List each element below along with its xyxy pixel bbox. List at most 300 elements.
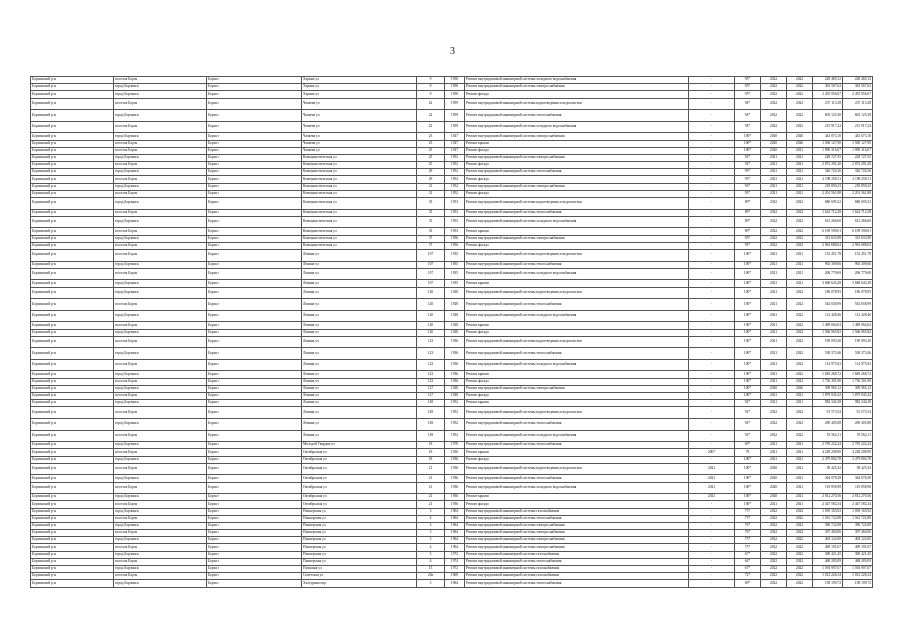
house-number-cell: 23 bbox=[417, 133, 445, 140]
start-year-cell: 2021 bbox=[761, 183, 787, 190]
district-cell: Борзинский р-н bbox=[31, 209, 114, 216]
street-cell: Чапаева ул bbox=[302, 147, 417, 154]
cost-cell: 119 858,98 bbox=[813, 482, 843, 494]
locality-cell: Борзя г bbox=[207, 147, 302, 154]
total-cost-cell: 218 859,23 bbox=[843, 183, 873, 190]
build-year-cell: 1969 bbox=[445, 573, 465, 580]
build-year-cell: 1964 bbox=[445, 515, 465, 522]
locality-cell: Борзя г bbox=[207, 359, 302, 371]
settlement-cell: поселок Борзя bbox=[114, 299, 207, 311]
wear-percent-cell: 89* bbox=[735, 228, 761, 235]
end-year-cell: 2021 bbox=[787, 268, 813, 280]
locality-cell: Борзя г bbox=[207, 310, 302, 322]
start-year-cell: 2021 bbox=[761, 442, 787, 449]
last-repair-year-cell: 2021 bbox=[689, 475, 735, 482]
total-cost-cell: 363 567,62 bbox=[843, 84, 873, 91]
cost-cell: 1 561 722,88 bbox=[813, 515, 843, 522]
table-row bbox=[31, 359, 873, 371]
table-row bbox=[31, 169, 873, 176]
start-year-cell: 2022 bbox=[761, 84, 787, 91]
settlement-cell: поселок Борзя bbox=[114, 501, 207, 508]
last-repair-year-cell: - bbox=[689, 190, 735, 197]
end-year-cell: 2021 bbox=[787, 456, 813, 463]
last-repair-year-cell: - bbox=[689, 400, 735, 407]
cost-cell: 206 779,69 bbox=[813, 268, 843, 280]
street-cell: Ленина ул bbox=[302, 336, 417, 348]
start-year-cell: 2020 bbox=[761, 140, 787, 147]
build-year-cell: 1935 bbox=[445, 261, 465, 268]
locality-cell: Борзя г bbox=[207, 558, 302, 565]
house-number-cell: 20а bbox=[417, 573, 445, 580]
total-cost-cell: 396 722,08 bbox=[843, 522, 873, 529]
wear-percent-cell: 100* bbox=[735, 475, 761, 482]
district-cell: Борзинский р-н bbox=[31, 310, 114, 322]
district-cell: Борзинский р-н bbox=[31, 544, 114, 551]
table-row bbox=[31, 280, 873, 287]
work-type-cell: Ремонт крыши bbox=[465, 449, 689, 456]
table-row bbox=[31, 198, 873, 210]
build-year-cell: 1958 bbox=[445, 84, 465, 91]
total-cost-cell: 468 283,09 bbox=[843, 558, 873, 565]
last-repair-year-cell: - bbox=[689, 287, 735, 299]
district-cell: Борзинский р-н bbox=[31, 140, 114, 147]
end-year-cell: 2022 bbox=[787, 558, 813, 565]
total-cost-cell: 680 695,52 bbox=[843, 198, 873, 210]
build-year-cell: 1928 bbox=[445, 287, 465, 299]
total-cost-cell: 3 668 643,28 bbox=[843, 280, 873, 287]
start-year-cell: 2020 bbox=[761, 385, 787, 392]
locality-cell: Борзя г bbox=[207, 140, 302, 147]
wear-percent-cell: 100* bbox=[735, 385, 761, 392]
end-year-cell: 2022 bbox=[787, 287, 813, 299]
wear-percent-cell: 100* bbox=[735, 261, 761, 268]
locality-cell: Борзя г bbox=[207, 183, 302, 190]
street-cell: Коммунистическая ул bbox=[302, 228, 417, 235]
table-row bbox=[31, 393, 873, 400]
street-cell: Пушкина ул bbox=[302, 566, 417, 573]
table-row bbox=[31, 400, 873, 407]
start-year-cell: 2022 bbox=[761, 91, 787, 98]
district-cell: Борзинский р-н bbox=[31, 515, 114, 522]
street-cell: Коммунистическая ул bbox=[302, 235, 417, 242]
work-type-cell: Ремонт внутридомовой инженерной системы теплоснабжения bbox=[465, 299, 689, 311]
work-type-cell: Ремонт внутридомовой инженерной системы водоотведения и водоочистки bbox=[465, 336, 689, 348]
work-type-cell: Ремонт внутридомовой инженерной системы теплоснабжения bbox=[465, 475, 689, 482]
table-row bbox=[31, 287, 873, 299]
locality-cell: Борзя г bbox=[207, 371, 302, 378]
wear-percent-cell: 89* bbox=[735, 198, 761, 210]
cost-cell: 2 198 258,11 bbox=[813, 176, 843, 183]
locality-cell: Борзя г bbox=[207, 176, 302, 183]
wear-percent-cell: 100* bbox=[735, 501, 761, 508]
end-year-cell: 2021 bbox=[787, 393, 813, 400]
build-year-cell: 1936 bbox=[445, 482, 465, 494]
start-year-cell: 2021 bbox=[761, 371, 787, 378]
table-row bbox=[31, 176, 873, 183]
locality-cell: Борзя г bbox=[207, 216, 302, 228]
settlement-cell: поселок Борзя bbox=[114, 482, 207, 494]
work-type-cell: Ремонт внутридомовой инженерной системы газоснабжения bbox=[465, 508, 689, 515]
house-number-cell: 3 bbox=[417, 530, 445, 537]
work-type-cell: Ремонт внутридомовой инженерной системы электроснабжения bbox=[465, 84, 689, 91]
cost-cell: 982 344,38 bbox=[813, 400, 843, 407]
wear-percent-cell: 100* bbox=[735, 359, 761, 371]
wear-percent-cell: 93* bbox=[735, 169, 761, 176]
settlement-cell: город Борзинск bbox=[114, 287, 207, 299]
street-cell: Коммунистическая ул bbox=[302, 183, 417, 190]
settlement-cell: город Борзинск bbox=[114, 235, 207, 242]
district-cell: Борзинский р-н bbox=[31, 522, 114, 529]
street-cell: Ленина ул bbox=[302, 348, 417, 360]
settlement-cell: город Борзинск bbox=[114, 84, 207, 91]
total-cost-cell: 1 012 226,34 bbox=[843, 573, 873, 580]
district-cell: Борзинский р-н bbox=[31, 494, 114, 501]
last-repair-year-cell: - bbox=[689, 280, 735, 287]
table-row bbox=[31, 456, 873, 463]
wear-percent-cell: 100* bbox=[735, 147, 761, 154]
end-year-cell: 2022 bbox=[787, 98, 813, 110]
settlement-cell: поселок Борзя bbox=[114, 228, 207, 235]
end-year-cell: 2021 bbox=[787, 280, 813, 287]
locality-cell: Борзя г bbox=[207, 169, 302, 176]
cost-cell: 2 447 582,34 bbox=[813, 501, 843, 508]
last-repair-year-cell: 2021 bbox=[689, 494, 735, 501]
wear-percent-cell: 100* bbox=[735, 463, 761, 475]
cost-cell: 443 073,10 bbox=[813, 133, 843, 140]
table-row bbox=[31, 310, 873, 322]
settlement-cell: поселок Борзя bbox=[114, 77, 207, 84]
build-year-cell: 1935 bbox=[445, 268, 465, 280]
district-cell: Борзинский р-н bbox=[31, 482, 114, 494]
house-number-cell: 21 bbox=[417, 482, 445, 494]
last-repair-year-cell: - bbox=[689, 508, 735, 515]
district-cell: Борзинский р-н bbox=[31, 198, 114, 210]
total-cost-cell: 1 849 268,72 bbox=[843, 371, 873, 378]
street-cell: Пионерская ул bbox=[302, 558, 417, 565]
work-type-cell: Ремонт внутридомовой инженерной системы теплоснабжения bbox=[465, 558, 689, 565]
cost-cell: 397 460,06 bbox=[813, 530, 843, 537]
district-cell: Борзинский р-н bbox=[31, 430, 114, 442]
end-year-cell: 2022 bbox=[787, 77, 813, 84]
house-number-cell: 21 bbox=[417, 501, 445, 508]
work-type-cell: Ремонт фасада bbox=[465, 456, 689, 463]
end-year-cell: 2022 bbox=[787, 91, 813, 98]
table-row bbox=[31, 209, 873, 216]
end-year-cell: 2022 bbox=[787, 378, 813, 385]
total-cost-cell: 2 455 956,07 bbox=[843, 91, 873, 98]
district-cell: Борзинский р-н bbox=[31, 249, 114, 261]
settlement-cell: поселок Борзя bbox=[114, 378, 207, 385]
settlement-cell: город Борзинск bbox=[114, 183, 207, 190]
cost-cell: 2 479 804,78 bbox=[813, 456, 843, 463]
district-cell: Борзинский р-н bbox=[31, 261, 114, 268]
district-cell: Борзинский р-н bbox=[31, 322, 114, 329]
settlement-cell: город Борзинск bbox=[114, 154, 207, 161]
district-cell: Борзинский р-н bbox=[31, 121, 114, 133]
district-cell: Борзинский р-н bbox=[31, 393, 114, 400]
end-year-cell: 2021 bbox=[787, 400, 813, 407]
end-year-cell: 2022 bbox=[787, 530, 813, 537]
last-repair-year-cell: - bbox=[689, 336, 735, 348]
build-year-cell: 1936 bbox=[445, 449, 465, 456]
work-type-cell: Ремонт фасада bbox=[465, 190, 689, 197]
build-year-cell: 1972 bbox=[445, 566, 465, 573]
house-number-cell: 107 bbox=[417, 268, 445, 280]
settlement-cell: город Борзинск bbox=[114, 371, 207, 378]
district-cell: Борзинский р-н bbox=[31, 98, 114, 110]
street-cell: Ленина ул bbox=[302, 378, 417, 385]
settlement-cell: город Борзинск bbox=[114, 329, 207, 336]
build-year-cell: 1953 bbox=[445, 216, 465, 228]
end-year-cell: 2022 bbox=[787, 359, 813, 371]
end-year-cell: 2022 bbox=[787, 371, 813, 378]
wear-percent-cell: 100* bbox=[735, 336, 761, 348]
house-number-cell: 31 bbox=[417, 190, 445, 197]
cost-cell: 680 695,52 bbox=[813, 198, 843, 210]
wear-percent-cell: 100* bbox=[735, 456, 761, 463]
locality-cell: Борзя г bbox=[207, 133, 302, 140]
build-year-cell: 1964 bbox=[445, 530, 465, 537]
end-year-cell: 2022 bbox=[787, 299, 813, 311]
table-row bbox=[31, 442, 873, 449]
district-cell: Борзинский р-н bbox=[31, 235, 114, 242]
locality-cell: Борзя г bbox=[207, 228, 302, 235]
last-repair-year-cell: - bbox=[689, 268, 735, 280]
district-cell: Борзинский р-н bbox=[31, 551, 114, 558]
cost-cell: 363 567,62 bbox=[813, 84, 843, 91]
wear-percent-cell: 94* bbox=[735, 121, 761, 133]
last-repair-year-cell: - bbox=[689, 515, 735, 522]
house-number-cell: 22 bbox=[417, 110, 445, 122]
street-cell: Ленина ул bbox=[302, 393, 417, 400]
street-cell: Чапаева ул bbox=[302, 133, 417, 140]
wear-percent-cell: 67* bbox=[735, 551, 761, 558]
work-type-cell: Ремонт фасада bbox=[465, 162, 689, 169]
locality-cell: Борзя г bbox=[207, 442, 302, 449]
last-repair-year-cell: - bbox=[689, 378, 735, 385]
cost-cell: 6 109 590,01 bbox=[813, 228, 843, 235]
start-year-cell: 2022 bbox=[761, 558, 787, 565]
locality-cell: Борзя г bbox=[207, 544, 302, 551]
last-repair-year-cell: - bbox=[689, 322, 735, 329]
settlement-cell: поселок Борзя bbox=[114, 268, 207, 280]
work-type-cell: Ремонт внутридомовой инженерной системы теплоснабжения bbox=[465, 515, 689, 522]
cost-cell: 215 917,22 bbox=[813, 121, 843, 133]
build-year-cell: 1964 bbox=[445, 522, 465, 529]
build-year-cell: 1952 bbox=[445, 169, 465, 176]
table-row bbox=[31, 530, 873, 537]
total-cost-cell: 2 447 582,34 bbox=[843, 501, 873, 508]
locality-cell: Борзя г bbox=[207, 537, 302, 544]
cost-cell: 228 469,12 bbox=[813, 77, 843, 84]
locality-cell: Борзя г bbox=[207, 566, 302, 573]
end-year-cell: 2022 bbox=[787, 551, 813, 558]
cost-cell: 1 489 064,04 bbox=[813, 322, 843, 329]
settlement-cell: город Борзинск bbox=[114, 133, 207, 140]
total-cost-cell: 2 201 561,88 bbox=[843, 190, 873, 197]
build-year-cell: 1953 bbox=[445, 228, 465, 235]
end-year-cell: 2022 bbox=[787, 322, 813, 329]
street-cell: Ленина ул bbox=[302, 430, 417, 442]
settlement-cell: поселок Борзя bbox=[114, 530, 207, 537]
settlement-cell: поселок Борзя bbox=[114, 121, 207, 133]
table-row bbox=[31, 322, 873, 329]
settlement-cell: город Борзинск bbox=[114, 475, 207, 482]
district-cell: Борзинский р-н bbox=[31, 566, 114, 573]
district-cell: Борзинский р-н bbox=[31, 385, 114, 392]
total-cost-cell: 2 198 258,11 bbox=[843, 176, 873, 183]
settlement-cell: поселок Борзя bbox=[114, 430, 207, 442]
start-year-cell: 2021 bbox=[761, 310, 787, 322]
table-row bbox=[31, 558, 873, 565]
start-year-cell: 2022 bbox=[761, 235, 787, 242]
table-row bbox=[31, 522, 873, 529]
end-year-cell: 2022 bbox=[787, 336, 813, 348]
end-year-cell: 2022 bbox=[787, 419, 813, 431]
street-cell: Ленина ул bbox=[302, 280, 417, 287]
street-cell: Ленина ул bbox=[302, 400, 417, 407]
start-year-cell: 2022 bbox=[761, 121, 787, 133]
district-cell: Борзинский р-н bbox=[31, 299, 114, 311]
end-year-cell: 2021 bbox=[787, 475, 813, 482]
house-number-cell: 22 bbox=[417, 98, 445, 110]
table-row bbox=[31, 336, 873, 348]
work-type-cell: Ремонт внутридомовой инженерной системы теплоснабжения bbox=[465, 261, 689, 268]
start-year-cell: 2022 bbox=[761, 77, 787, 84]
start-year-cell: 2022 bbox=[761, 573, 787, 580]
end-year-cell: 2021 bbox=[787, 261, 813, 268]
locality-cell: Борзя г bbox=[207, 580, 302, 587]
locality-cell: Борзя г bbox=[207, 475, 302, 482]
work-type-cell: Ремонт фасада bbox=[465, 147, 689, 154]
wear-percent-cell: 69* bbox=[735, 442, 761, 449]
end-year-cell: 2021 bbox=[787, 147, 813, 154]
cost-cell: 2 201 561,88 bbox=[813, 190, 843, 197]
table-row bbox=[31, 501, 873, 508]
street-cell: Ленина ул bbox=[302, 287, 417, 299]
last-repair-year-cell: - bbox=[689, 385, 735, 392]
district-cell: Борзинский р-н bbox=[31, 91, 114, 98]
build-year-cell: 1928 bbox=[445, 310, 465, 322]
locality-cell: Борзя г bbox=[207, 530, 302, 537]
table-row bbox=[31, 580, 873, 587]
build-year-cell: 1952 bbox=[445, 400, 465, 407]
last-repair-year-cell: - bbox=[689, 566, 735, 573]
end-year-cell: 2021 bbox=[787, 442, 813, 449]
total-cost-cell: 963 309,66 bbox=[843, 261, 873, 268]
settlement-cell: поселок Борзя bbox=[114, 147, 207, 154]
street-cell: Коммунистическая ул bbox=[302, 162, 417, 169]
street-cell: Харина ул bbox=[302, 77, 417, 84]
end-year-cell: 2021 bbox=[787, 176, 813, 183]
settlement-cell: город Борзинск bbox=[114, 261, 207, 268]
end-year-cell: 2022 bbox=[787, 566, 813, 573]
end-year-cell: 2021 bbox=[787, 449, 813, 456]
cost-cell: 1 594 907,67 bbox=[813, 566, 843, 573]
house-number-cell: 3 bbox=[417, 508, 445, 515]
street-cell: Коммунистическая ул bbox=[302, 198, 417, 210]
end-year-cell: 2021 bbox=[787, 249, 813, 261]
last-repair-year-cell: - bbox=[689, 183, 735, 190]
table-row bbox=[31, 133, 873, 140]
settlement-cell: город Борзинск bbox=[114, 494, 207, 501]
locality-cell: Борзя г bbox=[207, 482, 302, 494]
wear-percent-cell: 75* bbox=[735, 537, 761, 544]
last-repair-year-cell: - bbox=[689, 209, 735, 216]
wear-percent-cell: 100* bbox=[735, 280, 761, 287]
build-year-cell: 1953 bbox=[445, 209, 465, 216]
locality-cell: Борзя г bbox=[207, 515, 302, 522]
street-cell: Пионерская ул bbox=[302, 508, 417, 515]
build-year-cell: 1928 bbox=[445, 385, 465, 392]
district-cell: Борзинский р-н bbox=[31, 242, 114, 249]
work-type-cell: Ремонт крыши bbox=[465, 228, 689, 235]
total-cost-cell: 544 658,99 bbox=[843, 299, 873, 311]
settlement-cell: поселок Борзя bbox=[114, 140, 207, 147]
end-year-cell: 2022 bbox=[787, 515, 813, 522]
locality-cell: Борзя г bbox=[207, 98, 302, 110]
locality-cell: Борзя г bbox=[207, 419, 302, 431]
cost-cell: 269 405,88 bbox=[813, 419, 843, 431]
end-year-cell: 2022 bbox=[787, 508, 813, 515]
district-cell: Борзинский р-н bbox=[31, 280, 114, 287]
house-number-cell: 3 bbox=[417, 522, 445, 529]
settlement-cell: поселок Борзя bbox=[114, 515, 207, 522]
street-cell: Советская ул bbox=[302, 573, 417, 580]
settlement-cell: город Борзинск bbox=[114, 310, 207, 322]
cost-cell: 228 727,55 bbox=[813, 154, 843, 161]
house-number-cell: 123 bbox=[417, 378, 445, 385]
repair-program-table bbox=[30, 76, 873, 588]
street-cell: Пионерская ул bbox=[302, 515, 417, 522]
street-cell: Октябрьская ул bbox=[302, 449, 417, 456]
locality-cell: Борзя г bbox=[207, 209, 302, 216]
cost-cell: 409 191,67 bbox=[813, 544, 843, 551]
build-year-cell: 1956 bbox=[445, 235, 465, 242]
cost-cell: 390 421,45 bbox=[813, 551, 843, 558]
total-cost-cell: 1 489 064,04 bbox=[843, 322, 873, 329]
wear-percent-cell: 69* bbox=[735, 580, 761, 587]
locality-cell: Борзя г bbox=[207, 463, 302, 475]
build-year-cell: 1959 bbox=[445, 121, 465, 133]
street-cell: Пионерская ул bbox=[302, 544, 417, 551]
locality-cell: Борзя г bbox=[207, 522, 302, 529]
locality-cell: Борзя г bbox=[207, 385, 302, 392]
start-year-cell: 2021 bbox=[761, 162, 787, 169]
total-cost-cell: 228 727,55 bbox=[843, 154, 873, 161]
table-row bbox=[31, 235, 873, 242]
work-type-cell: Ремонт внутридомовой инженерной системы электроснабжения bbox=[465, 154, 689, 161]
build-year-cell: 1935 bbox=[445, 249, 465, 261]
end-year-cell: 2023 bbox=[787, 242, 813, 249]
district-cell: Борзинский р-н bbox=[31, 371, 114, 378]
table-row bbox=[31, 299, 873, 311]
work-type-cell: Ремонт крыши bbox=[465, 140, 689, 147]
work-type-cell: Ремонт внутридомовой инженерной системы электроснабжения bbox=[465, 537, 689, 544]
house-number-cell: 107 bbox=[417, 249, 445, 261]
cost-cell: 396 722,08 bbox=[813, 522, 843, 529]
district-cell: Борзинский р-н bbox=[31, 449, 114, 456]
settlement-cell: поселок Борзя bbox=[114, 336, 207, 348]
build-year-cell: 1974 bbox=[445, 558, 465, 565]
total-cost-cell: 58 425,32 bbox=[843, 463, 873, 475]
table-row bbox=[31, 430, 873, 442]
settlement-cell: город Борзинск bbox=[114, 348, 207, 360]
end-year-cell: 2021 bbox=[787, 463, 813, 475]
last-repair-year-cell: - bbox=[689, 393, 735, 400]
wear-percent-cell: 95* bbox=[735, 91, 761, 98]
start-year-cell: 2022 bbox=[761, 551, 787, 558]
